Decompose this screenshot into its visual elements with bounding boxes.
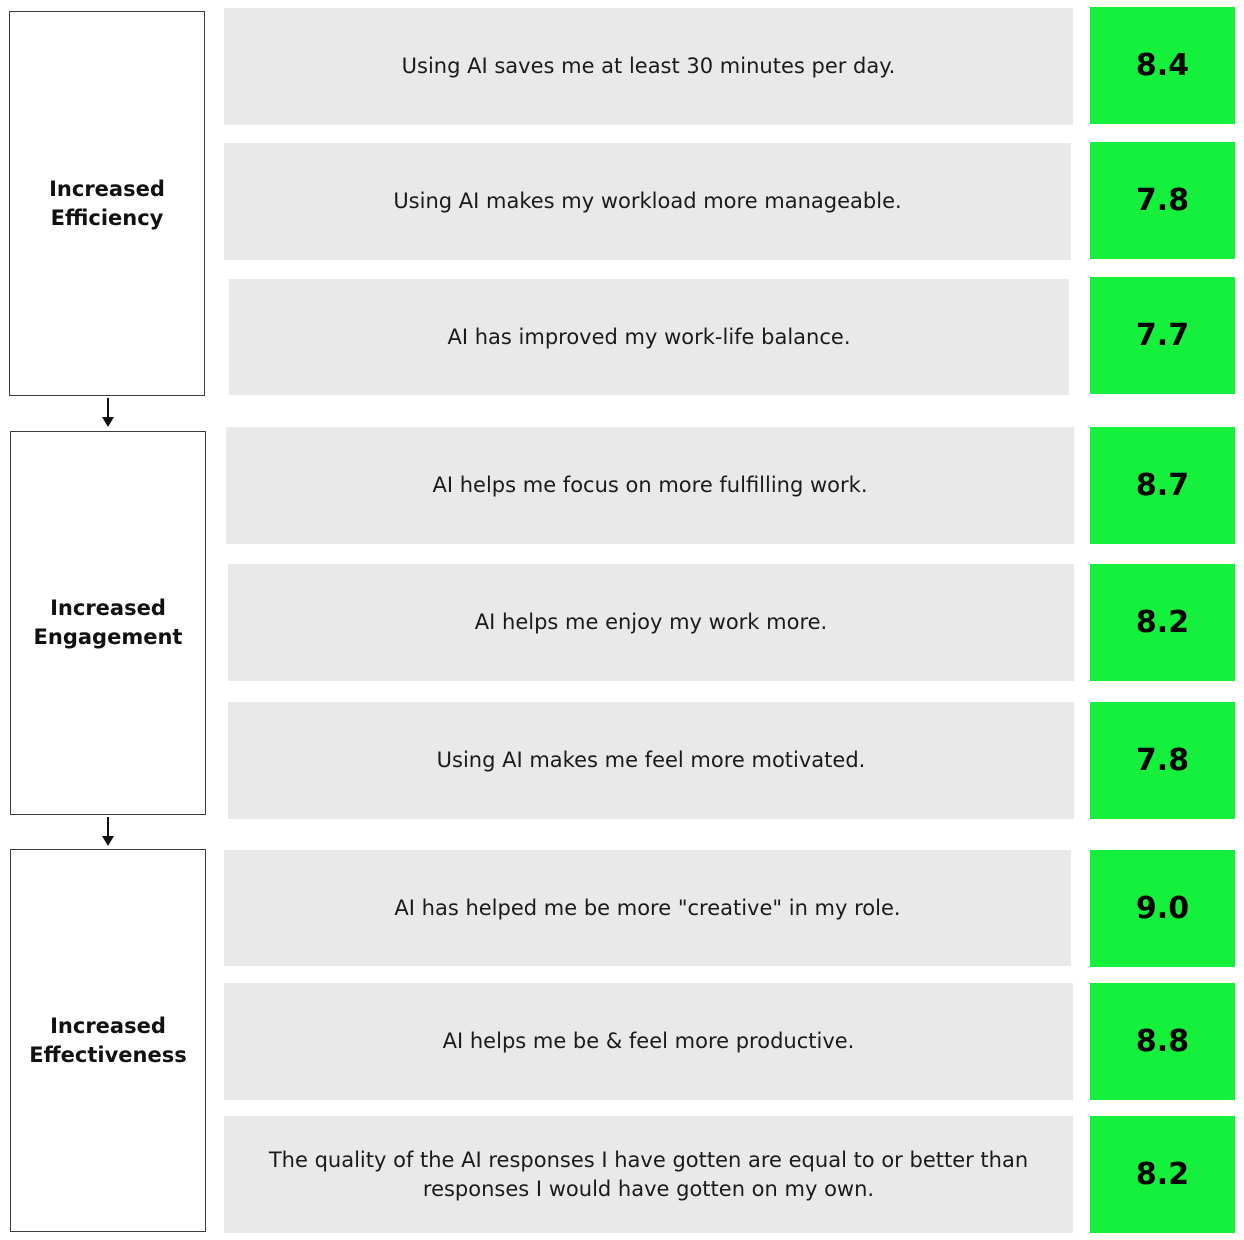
statement-text: Using AI saves me at least 30 minutes per day. [401, 54, 896, 78]
score-value: 7.8 [1135, 183, 1190, 218]
statement-text: AI helps me enjoy my work more. [474, 610, 828, 634]
statement-row-5 [228, 564, 1074, 681]
statement-row-9 [224, 1116, 1073, 1233]
category-label-line2: Efficiency [50, 205, 164, 230]
category-increased-engagement [10, 431, 206, 815]
statement-text-line2: responses I would have gotten on my own. [422, 1176, 875, 1201]
statement-row-4 [226, 427, 1074, 544]
category-label-line2: Engagement [33, 625, 183, 649]
statement-text: Using AI makes my workload more manageable. [393, 189, 902, 213]
score-badge-3 [1090, 277, 1235, 394]
statement-text: AI helps me focus on more fulfilling work. [432, 473, 868, 497]
statement-text: AI has improved my work-life balance. [447, 324, 851, 349]
statement-row-2 [224, 143, 1071, 260]
category-label-line1: Increased [50, 1013, 166, 1038]
score-value: 8.7 [1135, 468, 1190, 503]
statement-row-6 [228, 702, 1074, 819]
score-badge-7 [1090, 850, 1235, 967]
score-badge-1 [1090, 7, 1235, 124]
category-increased-efficiency [9, 11, 205, 396]
score-badge-4 [1090, 427, 1235, 544]
statement-text [269, 1146, 1028, 1204]
score-badge-9 [1090, 1116, 1235, 1233]
statement-row-3 [229, 279, 1069, 395]
score-value: 7.7 [1135, 318, 1190, 353]
score-value: 8.2 [1135, 605, 1190, 640]
category-label [49, 175, 165, 233]
score-badge-2 [1090, 142, 1235, 259]
statement-text: Using AI makes me feel more motivated. [436, 748, 866, 772]
category-label [34, 594, 183, 652]
statement-text: AI helps me be & feel more productive. [442, 1029, 855, 1053]
category-label-line1: Increased [49, 176, 165, 201]
score-value: 8.4 [1135, 48, 1190, 83]
category-label [29, 1012, 186, 1070]
score-value: 8.2 [1135, 1157, 1190, 1192]
score-value: 7.8 [1135, 743, 1190, 778]
category-label-line2: Effectiveness [29, 1042, 187, 1067]
score-value: 8.8 [1135, 1024, 1190, 1059]
statement-text: AI has helped me be more "creative" in my role. [394, 895, 901, 920]
score-badge-6 [1090, 702, 1235, 819]
statement-row-1 [224, 8, 1073, 125]
score-value: 9.0 [1135, 891, 1190, 926]
statement-row-7 [224, 850, 1071, 966]
score-badge-8 [1090, 983, 1235, 1100]
score-badge-5 [1090, 564, 1235, 681]
statement-row-8 [224, 983, 1073, 1100]
category-label-line1: Increased [50, 596, 166, 620]
statement-text-line1: The quality of the AI responses I have gotten are equal to or better than [268, 1147, 1029, 1172]
category-increased-effectiveness [10, 849, 206, 1232]
